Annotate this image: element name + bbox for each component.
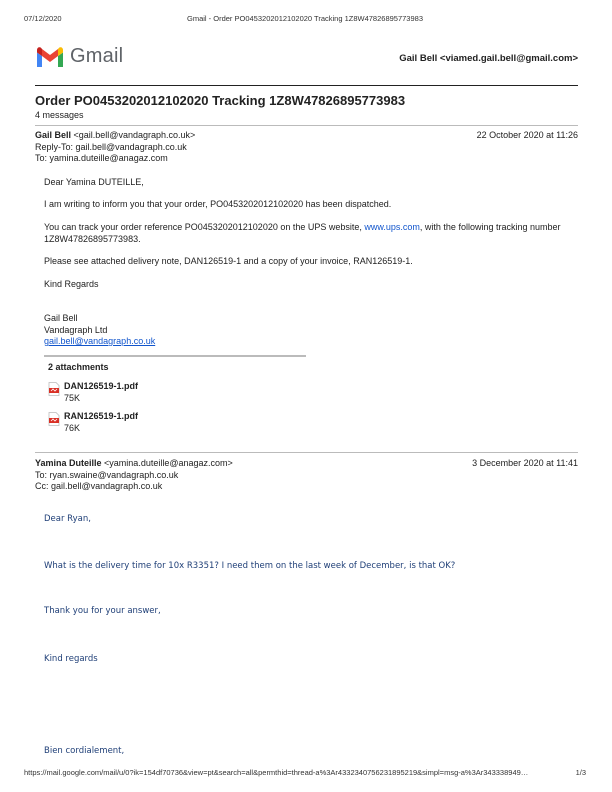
- message2-thanks: Thank you for your answer,: [44, 606, 161, 616]
- message2-regards: Kind regards: [44, 654, 98, 664]
- attachment-size: 76K: [64, 422, 81, 433]
- message1-reply-to: Reply-To: gail.bell@vandagraph.co.uk: [35, 141, 187, 152]
- pdf-icon: [48, 412, 60, 426]
- message1-para2: [44, 222, 568, 245]
- message-count: 4 messages: [35, 110, 84, 120]
- gmail-logo-icon: [35, 45, 65, 68]
- message2-to: To: ryan.swaine@vandagraph.co.uk: [35, 469, 179, 480]
- thread-subject: Order PO0453202012102020 Tracking 1Z8W47826895773983: [35, 93, 406, 108]
- ups-link[interactable]: www.ups.com: [364, 222, 420, 232]
- message2-header: [35, 458, 578, 493]
- message1-date: 22 October 2020 at 11:26: [476, 130, 578, 140]
- signature-company: Vandagraph Ltd: [44, 324, 108, 335]
- message-divider: [35, 452, 578, 453]
- signature-email-link[interactable]: gail.bell@vandagraph.co.uk: [44, 336, 156, 346]
- para2-text-b: , with the following tracking number 1Z8W47826895773983.: [44, 222, 561, 244]
- message2-question: What is the delivery time for 10x R3351? I need them on the last week of December, is that OK?: [44, 561, 456, 571]
- attachment-size: 75K: [64, 392, 81, 403]
- page-number: 1/3: [575, 768, 586, 777]
- attachment-item[interactable]: [48, 411, 138, 434]
- print-date: 07/12/2020: [24, 14, 62, 23]
- message1-header: [35, 130, 578, 165]
- message-divider: [35, 125, 578, 126]
- attachment-name[interactable]: RAN126519-1.pdf: [64, 411, 139, 421]
- message2-date: 3 December 2020 at 11:41: [472, 458, 578, 468]
- message1-greeting: Dear Yamina DUTEILLE,: [44, 177, 144, 187]
- sender-name: Gail Bell: [35, 130, 72, 140]
- para2-text-a: You can track your order reference PO0453202012102020 on the UPS website,: [44, 222, 365, 232]
- gmail-brand[interactable]: [35, 45, 123, 68]
- sender-name: Yamina Duteille: [35, 458, 102, 468]
- message1-to: To: yamina.duteille@anagaz.com: [35, 153, 168, 163]
- attachment-item[interactable]: [48, 381, 138, 404]
- message2-cc: Cc: gail.bell@vandagraph.co.uk: [35, 481, 163, 491]
- gmail-wordmark: Gmail: [70, 45, 124, 67]
- print-title: Gmail - Order PO0453202012102020 Tracking 1Z8W47826895773983: [187, 14, 423, 23]
- signature: [44, 313, 568, 348]
- pdf-icon: [48, 382, 60, 396]
- sender-email: <yamina.duteille@anagaz.com>: [104, 458, 233, 468]
- message1-para1: I am writing to inform you that your order, PO0453202012102020 has been dispatched.: [44, 199, 392, 209]
- message1-para3: Please see attached delivery note, DAN126519-1 and a copy of your invoice, RAN126519-1.: [44, 256, 413, 266]
- attachments-title: 2 attachments: [48, 362, 109, 372]
- message1-closing: Kind Regards: [44, 279, 99, 289]
- message2-greeting: Dear Ryan,: [44, 514, 91, 524]
- account-label: Gail Bell <viamed.gail.bell@gmail.com>: [399, 53, 578, 64]
- header-divider: [35, 85, 578, 86]
- attachments-divider: [44, 355, 306, 357]
- signature-name: Gail Bell: [44, 313, 78, 323]
- message2-sign-off: Bien cordialement,: [44, 746, 125, 756]
- sender-email: <gail.bell@vandagraph.co.uk>: [73, 130, 196, 140]
- footer-url: https://mail.google.com/mail/u/0?ik=154df70736&view=pt&search=all&permthid=thread-a%3Ar4332340756231895219&simpl=msg-a%3Ar343338949…: [24, 768, 529, 777]
- attachment-name[interactable]: DAN126519-1.pdf: [64, 381, 139, 391]
